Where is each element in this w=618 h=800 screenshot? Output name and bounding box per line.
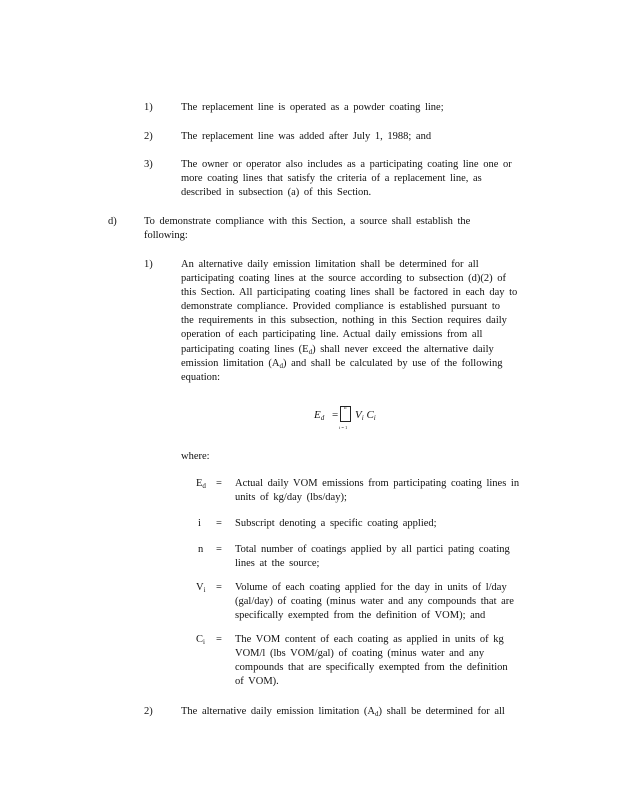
lhs-subscript: d [320,414,325,422]
item-number: 1) [144,102,153,113]
item-number: 2) [144,706,153,717]
item-text: The replacement line is operated as a powder coating line; [181,102,444,113]
definition-text-line: Total number of coatings applied by all partici pating coating [235,544,510,555]
item-text-line: the requirements in this subsection, nothing in this Section requires daily [181,315,507,326]
definition-text-line: Volume of each coating applied for the day in units of l/day [235,582,507,593]
item-text-line [181,357,502,373]
definition-equals: = [216,544,222,555]
line-text: participating coating lines (E [181,344,309,355]
symbol-subscript: i [203,638,205,646]
equals-sign: = [332,409,339,421]
item-text-line: An alternative daily emission limitation shall be determined for all [181,259,479,270]
subscript: d [279,362,283,370]
definition-symbol [196,477,206,493]
definition-text-line: specifically exempted from the definition of VOM); and [235,610,486,621]
line-text: ) shall be determined for all [378,706,505,717]
lhs-symbol: E [314,409,321,421]
rhs-v: V [355,409,362,421]
definition-text-line: Actual daily VOM emissions from participating coating lines in [235,478,520,489]
definition-equals: = [216,518,222,529]
symbol-subscript: i [203,586,206,594]
line-text: emission limitation (A [181,358,280,369]
definition-text-line: of VOM). [235,676,279,687]
rhs-v-subscript: i [361,414,364,422]
definition-symbol: i [198,518,201,529]
equation-lhs [314,408,324,425]
definition-equals: = [216,582,222,593]
definition-text-line: (gal/day) of coating (minus water and any compounds that are [235,596,514,607]
section-text-line: following: [144,230,188,241]
rhs-c-subscript: i [373,414,376,422]
symbol-subscript: d [202,482,206,490]
definition-symbol [196,581,206,597]
equation-rhs [355,408,376,425]
item-text-line: operation of each participating line. Actual daily emissions from all [181,329,483,340]
item-text-line: The owner or operator also includes as a participating coating line one or [181,159,512,170]
item-number: 2) [144,131,153,142]
item-text-line: described in subsection (a) of this Section. [181,187,372,198]
definition-equals: = [216,634,222,645]
definition-text-line: VOM/l (lbs VOM/gal) of coating (minus water and any [235,648,485,659]
symbol-text: C [196,634,204,645]
section-text-line: To demonstrate compliance with this Section, a source shall establish the [144,216,471,227]
item-text-line: participating coating lines at the source according to subsection (d)(2) of [181,273,506,284]
definition-equals: = [216,478,222,489]
definition-text-line: The VOM content of each coating as applied in units of kg [235,634,504,645]
sum-upper-limit: n [344,406,347,411]
definition-text-line: compounds that are specifically exempted from the definition [235,662,508,673]
line-text: The alternative daily emission limitation (A [181,706,375,717]
item-text-line: more coating lines that satisfy the criteria of a replacement line, as [181,173,482,184]
symbol-text: V [196,582,204,593]
where-label: where: [181,451,210,462]
sum-lower-limit: i = 1 [339,425,348,430]
item-number: 1) [144,259,153,270]
definition-text-line: lines at the source; [235,558,320,569]
subscript: d [375,710,379,718]
item-text-line [181,705,505,721]
symbol-text: E [196,478,203,489]
item-text: The replacement line was added after July 1, 1988; and [181,131,432,142]
subscript: d [308,348,313,356]
item-text-line: demonstrate compliance. Provided compliance is established pursuant to [181,301,501,312]
section-label: d) [108,216,117,227]
definition-text-line: Subscript denoting a specific coating applied; [235,518,437,529]
item-text-line: this Section. All participating coating lines shall be factored in each day to [181,287,518,298]
line-text: ) and shall be calculated by use of the following [283,358,503,369]
definition-symbol [196,633,205,649]
definition-text-line: units of kg/day (lbs/day); [235,492,347,503]
rhs-c: C [366,409,374,421]
sum-icon [340,406,351,422]
definition-symbol: n [198,544,204,555]
item-number: 3) [144,159,153,170]
item-text-line: equation: [181,372,221,383]
line-text: ) shall never exceed the alternative daily [312,344,494,355]
